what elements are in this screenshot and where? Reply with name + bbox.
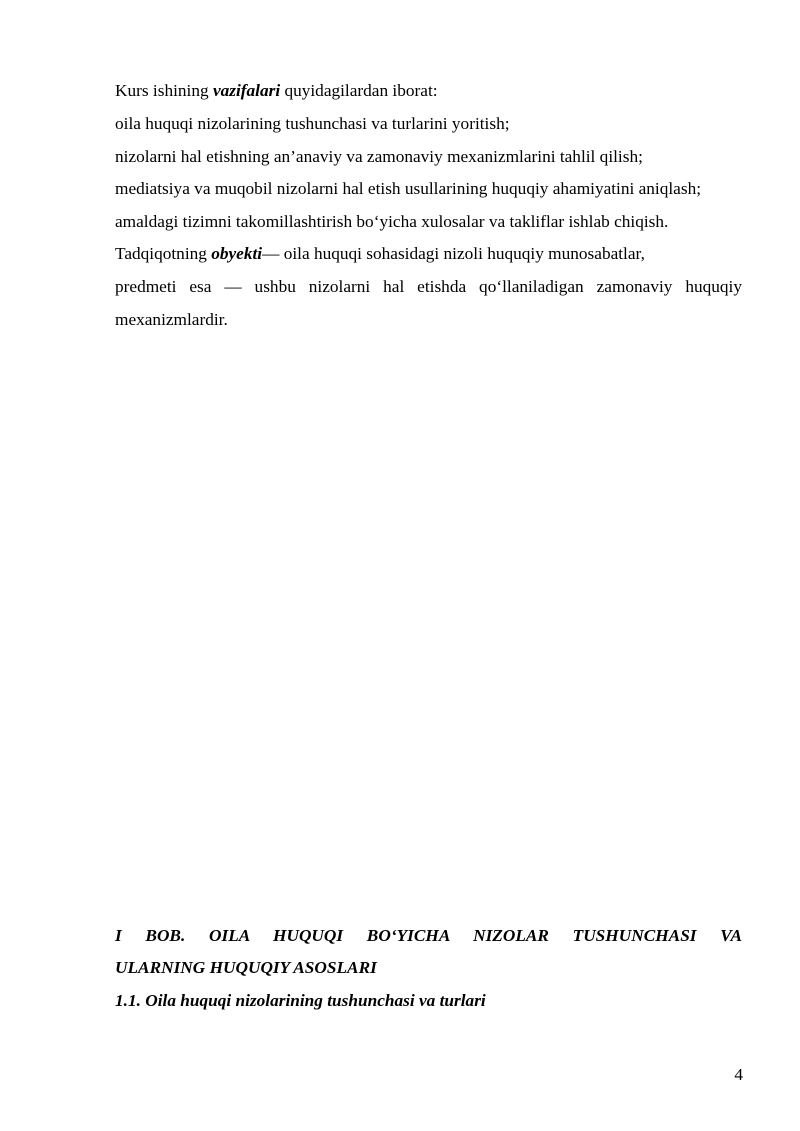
task-item-1: oila huquqi nizolarining tushunchasi va turlarini yoritish; — [115, 114, 510, 133]
tasks-intro-suffix: quyidagilardan iborat: — [280, 81, 438, 100]
task-item-4: amaldagi tizimni takomillashtirish bo‘yicha xulosalar va takliflar ishlab chiqish. — [115, 212, 669, 231]
tasks-intro-prefix: Kurs ishining — [115, 81, 213, 100]
task-item-2: nizolarni hal etishning an’anaviy va zamonaviy mexanizmlarini tahlil qilish; — [115, 147, 643, 166]
tasks-intro-line — [115, 80, 438, 102]
research-object-line — [115, 243, 645, 265]
chapter-title-line-1: I BOB. OILA HUQUQI BO‘YICHA NIZOLAR TUSHUNCHASI VA — [115, 926, 742, 945]
research-subject-line-end: mexanizmlardir. — [115, 310, 228, 329]
research-subject-line: predmeti esa — ushbu nizolarni hal etishda qo‘llaniladigan zamonaviy huquqiy — [115, 277, 742, 296]
object-keyword: obyekti — [211, 244, 263, 263]
object-prefix: Tadqiqotning — [115, 244, 212, 263]
object-suffix: — oila huquqi sohasidagi nizoli huquqiy munosabatlar, — [262, 244, 645, 263]
page-number: 4 — [734, 1065, 743, 1084]
task-item-3: mediatsiya va muqobil nizolarni hal etish usullarining huquqiy ahamiyatini aniqlash; — [115, 179, 702, 198]
chapter-title-line-2: ULARNING HUQUQIY ASOSLARI — [115, 958, 377, 977]
tasks-keyword: vazifalari — [212, 81, 281, 100]
section-title: 1.1. Oila huquqi nizolarining tushunchasi va turlari — [115, 991, 486, 1010]
